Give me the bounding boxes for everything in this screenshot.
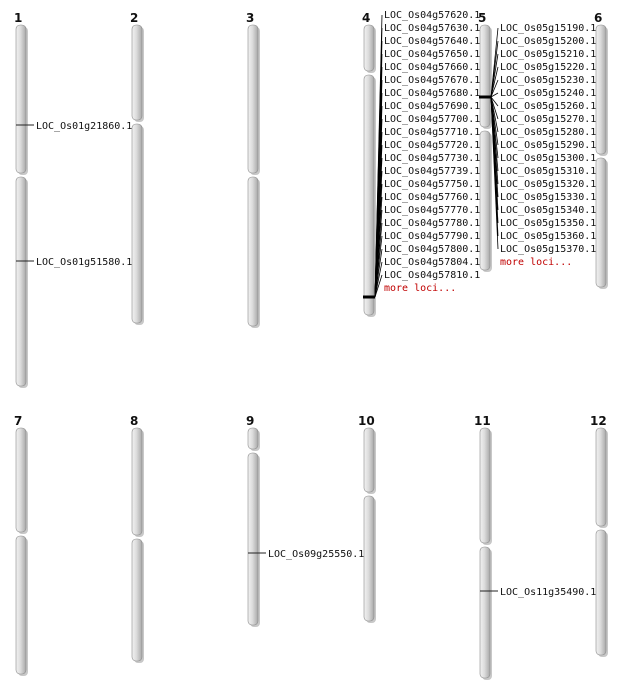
chromosome-5: [480, 25, 492, 272]
chromosome-6: [596, 25, 608, 289]
locus-label[interactable]: LOC_Os04g57650.1: [384, 49, 481, 60]
chromosome-7-long-arm: [16, 536, 26, 674]
chromosome-11-long-arm: [480, 547, 490, 678]
locus-label[interactable]: LOC_Os05g15280.1: [500, 127, 597, 138]
locus-label[interactable]: LOC_Os05g15290.1: [500, 140, 597, 151]
chromosome-2-short-arm: [132, 25, 142, 120]
chromosome-3-long-arm: [248, 177, 258, 326]
chromosome-3: [248, 25, 260, 328]
chromosome-1-short-arm: [16, 25, 26, 173]
locus-label[interactable]: LOC_Os04g57790.1: [384, 231, 481, 242]
chromosome-number: 7: [14, 414, 23, 428]
chromosome-9: [248, 428, 260, 627]
locus-label[interactable]: LOC_Os05g15350.1: [500, 218, 597, 229]
locus-label[interactable]: LOC_Os05g15200.1: [500, 36, 597, 47]
locus-label[interactable]: LOC_Os05g15270.1: [500, 114, 597, 125]
locus-label[interactable]: LOC_Os05g15330.1: [500, 192, 597, 203]
chromosome-11-short-arm: [480, 428, 490, 543]
locus-label[interactable]: LOC_Os04g57670.1: [384, 75, 481, 86]
locus-label[interactable]: LOC_Os05g15230.1: [500, 75, 597, 86]
locus-label[interactable]: LOC_Os05g15260.1: [500, 101, 597, 112]
locus-label[interactable]: LOC_Os04g57800.1: [384, 244, 481, 255]
locus-label[interactable]: LOC_Os04g57760.1: [384, 192, 481, 203]
locus-label[interactable]: LOC_Os04g57630.1: [384, 23, 481, 34]
chromosome-3-short-arm: [248, 25, 258, 173]
locus-label[interactable]: LOC_Os05g15370.1: [500, 244, 597, 255]
chromosome-10: [364, 428, 376, 623]
locus-label[interactable]: LOC_Os05g15240.1: [500, 88, 597, 99]
locus-label[interactable]: LOC_Os04g57700.1: [384, 114, 481, 125]
chromosome-number: 3: [246, 11, 255, 25]
more-loci-link[interactable]: more loci...: [384, 283, 457, 294]
locus-label[interactable]: LOC_Os04g57690.1: [384, 101, 481, 112]
locus-label[interactable]: LOC_Os05g15340.1: [500, 205, 597, 216]
locus-label[interactable]: LOC_Os04g57739.1: [384, 166, 481, 177]
chromosome-number: 11: [474, 414, 491, 428]
chromosome-12-short-arm: [596, 428, 606, 526]
chromosome-8-short-arm: [132, 428, 142, 535]
chromosome-11: [480, 428, 492, 680]
locus-label[interactable]: LOC_Os04g57680.1: [384, 88, 481, 99]
chromosome-number: 4: [362, 11, 371, 25]
chromosome-4-short-arm: [364, 25, 374, 71]
locus-label[interactable]: LOC_Os04g57804.1: [384, 257, 481, 268]
chromosome-10-long-arm: [364, 496, 374, 621]
chromosome-4-long-arm: [364, 75, 374, 315]
locus-label[interactable]: LOC_Os11g35490.1: [500, 587, 597, 598]
locus-label[interactable]: LOC_Os01g51580.1: [36, 257, 133, 268]
chromosome-number: 9: [246, 414, 255, 428]
locus-label[interactable]: LOC_Os01g21860.1: [36, 121, 133, 132]
locus-label[interactable]: LOC_Os05g15220.1: [500, 62, 597, 73]
locus-label[interactable]: LOC_Os05g15320.1: [500, 179, 597, 190]
chromosome-6-short-arm: [596, 25, 606, 154]
locus-label[interactable]: LOC_Os05g15360.1: [500, 231, 597, 242]
chromosome-8-long-arm: [132, 539, 142, 661]
chromosome-7-short-arm: [16, 428, 26, 532]
locus-label[interactable]: LOC_Os04g57710.1: [384, 127, 481, 138]
chromosome-number: 8: [130, 414, 139, 428]
chromosome-number: 12: [590, 414, 607, 428]
chromosome-8: [132, 428, 144, 663]
locus-label[interactable]: LOC_Os04g57660.1: [384, 62, 481, 73]
locus-label[interactable]: LOC_Os05g15300.1: [500, 153, 597, 164]
locus-label[interactable]: LOC_Os04g57810.1: [384, 270, 481, 281]
locus-label[interactable]: LOC_Os05g15310.1: [500, 166, 597, 177]
chromosome-number: 10: [358, 414, 375, 428]
chromosome-number: 2: [130, 11, 139, 25]
chromosome-4: [364, 25, 376, 317]
more-loci-link[interactable]: more loci...: [500, 257, 573, 268]
locus-label[interactable]: LOC_Os04g57750.1: [384, 179, 481, 190]
chromosome-number: 1: [14, 11, 23, 25]
chromosome-5-long-arm: [480, 131, 490, 270]
chromosome-1-long-arm: [16, 177, 26, 386]
locus-label[interactable]: LOC_Os05g15190.1: [500, 23, 597, 34]
chromosome-6-long-arm: [596, 158, 606, 287]
locus-label[interactable]: LOC_Os04g57640.1: [384, 36, 481, 47]
chromosome-2: [132, 25, 144, 325]
chromosome-5-short-arm: [480, 25, 490, 127]
chromosome-number: 6: [594, 11, 603, 25]
locus-label[interactable]: LOC_Os09g25550.1: [268, 549, 365, 560]
chromosome-9-long-arm: [248, 453, 258, 625]
chromosome-1: [16, 25, 28, 388]
locus-label[interactable]: LOC_Os04g57780.1: [384, 218, 481, 229]
chromosome-10-short-arm: [364, 428, 374, 492]
chromosome-12: [596, 428, 608, 657]
chromosome-number: 5: [478, 11, 487, 25]
locus-label[interactable]: LOC_Os04g57770.1: [384, 205, 481, 216]
chromosome-2-long-arm: [132, 124, 142, 323]
chromosome-12-long-arm: [596, 530, 606, 655]
locus-label[interactable]: LOC_Os04g57720.1: [384, 140, 481, 151]
chromosome-9-short-arm: [248, 428, 258, 449]
chromosome-7: [16, 428, 28, 676]
locus-label[interactable]: LOC_Os04g57730.1: [384, 153, 481, 164]
locus-label[interactable]: LOC_Os05g15210.1: [500, 49, 597, 60]
locus-label[interactable]: LOC_Os04g57620.1: [384, 10, 481, 21]
